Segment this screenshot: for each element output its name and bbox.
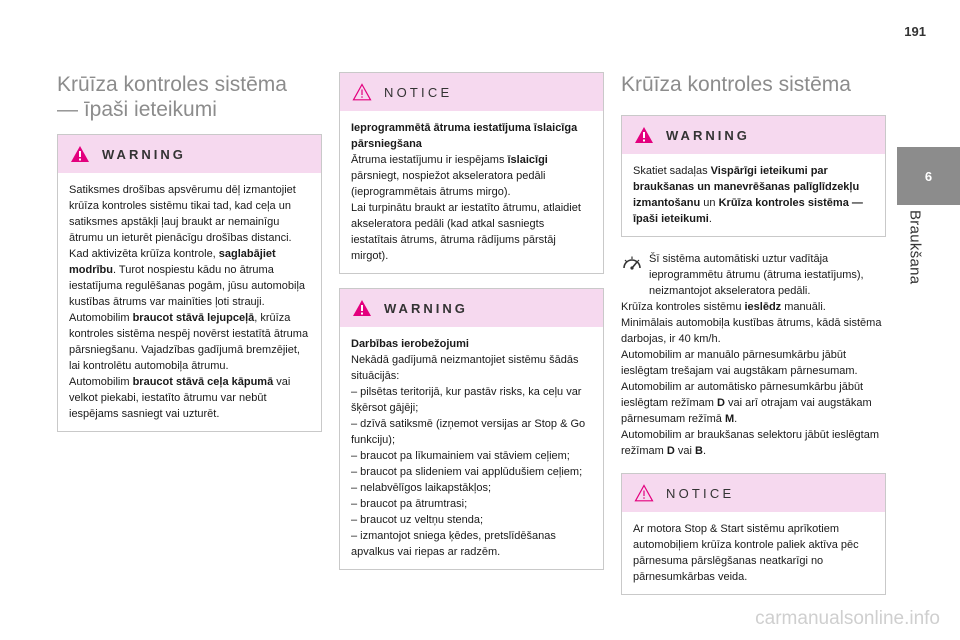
list-item: – nelabvēlīgos laikapstākļos; <box>351 482 492 494</box>
speedometer-icon <box>621 253 643 275</box>
list-item: – braucot pa līkumainiem vai stāviem ceļiem; <box>351 450 570 462</box>
warning-body <box>340 327 603 569</box>
left-column <box>57 72 322 446</box>
warning-triangle-icon <box>634 126 654 144</box>
warning-header <box>58 135 321 173</box>
warning-triangle-icon <box>70 145 90 163</box>
warning-label: WARNING <box>666 127 750 143</box>
title-line-1: Krūīza kontroles sistēma <box>57 73 287 96</box>
notice-triangle-icon <box>634 484 654 502</box>
page-number: 191 <box>904 24 926 39</box>
chapter-label: Braukšana <box>906 210 924 285</box>
notice-title: Ieprogrammētā ātruma iestatījuma īslaicīga pārsniegšana <box>351 122 578 150</box>
warning-header <box>622 116 885 154</box>
right-column <box>621 72 886 609</box>
watermark: carmanualsonline.info <box>755 608 940 629</box>
warning-intro: Nekādā gadījumā neizmantojiet sistēmu šādās situācijās: <box>351 354 579 382</box>
body-paragraph: Automobilim ar braukšanas selektoru jābūt ieslēgtam režīmam D vai B. <box>621 429 880 457</box>
warning-box <box>621 115 886 237</box>
list-item: – dzīvā satiksmē (izņemot versijas ar Stop & Go funkciju); <box>351 418 586 446</box>
list-item: – izmantojot sniega ķēdes, pretslīdēšanas apvalkus vai riepas ar radzēm. <box>351 530 556 558</box>
warning-body <box>622 154 885 236</box>
notice-label: NOTICE <box>384 84 453 100</box>
warning-paragraph: Automobilim braucot stāvā ceļa kāpumā vai velkot piekabi, iestatīto ātrumu var nebūt iespējams sasniegt vai uzturēt. <box>69 376 291 420</box>
title-line-2: — īpaši ieteikumi <box>57 98 217 121</box>
notice-body <box>340 111 603 273</box>
notice-body <box>622 512 885 594</box>
body-paragraph: Krūīza kontroles sistēmu ieslēdz manuāli. <box>621 301 826 313</box>
section-title-cruise-control: Krūīza kontroles sistēma <box>621 73 851 96</box>
notice-paragraph: Ar motora Stop & Start sistēmu aprīkotiem automobiļiem krūīza kontrole paliek aktīva pēc pārnesuma pārslēgšanas neatkarīgi no pārnesumkārbas veida. <box>633 523 859 583</box>
list-item: – braucot pa ātrumtrasi; <box>351 498 468 510</box>
warning-triangle-icon <box>352 299 372 317</box>
body-paragraph: Automobilim ar automātisko pārnesumkārbu jābūt ieslēgtam režīmam D vai arī otrajam vai augstākam pārnesumam režīmā M. <box>621 381 872 425</box>
notice-triangle-icon <box>352 83 372 101</box>
notice-paragraph: Ātruma iestatījumu ir iespējams īslaicīgi pārsniegt, nospiežot akseleratora pedāli (ieprogrammētais ātrums mirgo). <box>351 154 548 198</box>
warning-paragraph: Satiksmes drošības apsvērumu dēļ izmantojiet krūīza kontroles sistēmu tikai tad, kad ceļa un satiksmes apstākļi ļauj braukt ar nemainīgu ātrumu un ieturēt pienācīgu drošības distanci. <box>69 184 296 244</box>
warning-box <box>57 134 322 432</box>
body-paragraph: Šī sistēma automātiski uztur vadītāja ieprogrammētu ātrumu (ātruma iestatījums), neizmantojot akseleratora pedāli. <box>649 253 864 297</box>
list-item: – braucot pa slideniem vai applūdušiem ceļiem; <box>351 466 583 478</box>
body-paragraph: Automobilim ar manuālo pārnesumkārbu jābūt ieslēgtam trešajam vai augstākam pārnesumam. <box>621 349 858 377</box>
list-item: – braucot uz veltņu stenda; <box>351 514 484 526</box>
warning-box-limitations <box>339 288 604 570</box>
section-title-special-advice <box>57 72 322 122</box>
middle-column <box>339 72 604 584</box>
warning-body <box>58 173 321 431</box>
warning-paragraph: Automobilim braucot stāvā lejupceļā, krūīza kontroles sistēma nespēj novērst iestatītā ātruma pārsniegšanu. Vajadzības gadījumā bremzējiet, lai kontrolētu automobiļa ātrumu. <box>69 312 309 372</box>
cruise-description <box>621 251 886 459</box>
warning-label: WARNING <box>384 300 468 316</box>
list-item: – pilsētas teritorijā, kur pastāv risks, ka ceļu var šķērsot gājēji; <box>351 386 582 414</box>
warning-paragraph: Kad aktivizēta krūīza kontrole, saglabājiet modrību. Turot nospiestu kādu no ātruma iestatījuma regulēšanas pogām, jūsu automobiļa kustības ātrums var mainīties ļoti strauji. <box>69 248 306 308</box>
body-paragraph: Minimālais automobiļa kustības ātrums, kādā sistēma darbojas, ir 40 km/h. <box>621 317 882 345</box>
warning-title: Darbības ierobežojumi <box>351 338 469 350</box>
notice-box <box>621 473 886 595</box>
notice-paragraph: Lai turpinātu braukt ar iestatīto ātrumu, atlaidiet akseleratora pedāli (kad atkal sasniegts iestatītais ātrums, ātruma rādījums pārstāj mirgot). <box>351 202 581 262</box>
notice-header <box>622 474 885 512</box>
warning-label: WARNING <box>102 146 186 162</box>
notice-label: NOTICE <box>666 485 735 501</box>
notice-header <box>340 73 603 111</box>
warning-header <box>340 289 603 327</box>
chapter-tab: 6 <box>897 147 960 205</box>
warning-paragraph: Skatiet sadaļas Vispārīgi ieteikumi par braukšanas un manevrēšanas palīglīdzekļu izmantošanu un Krūīza kontroles sistēma — īpaši ieteikumi. <box>633 165 863 225</box>
notice-box <box>339 72 604 274</box>
